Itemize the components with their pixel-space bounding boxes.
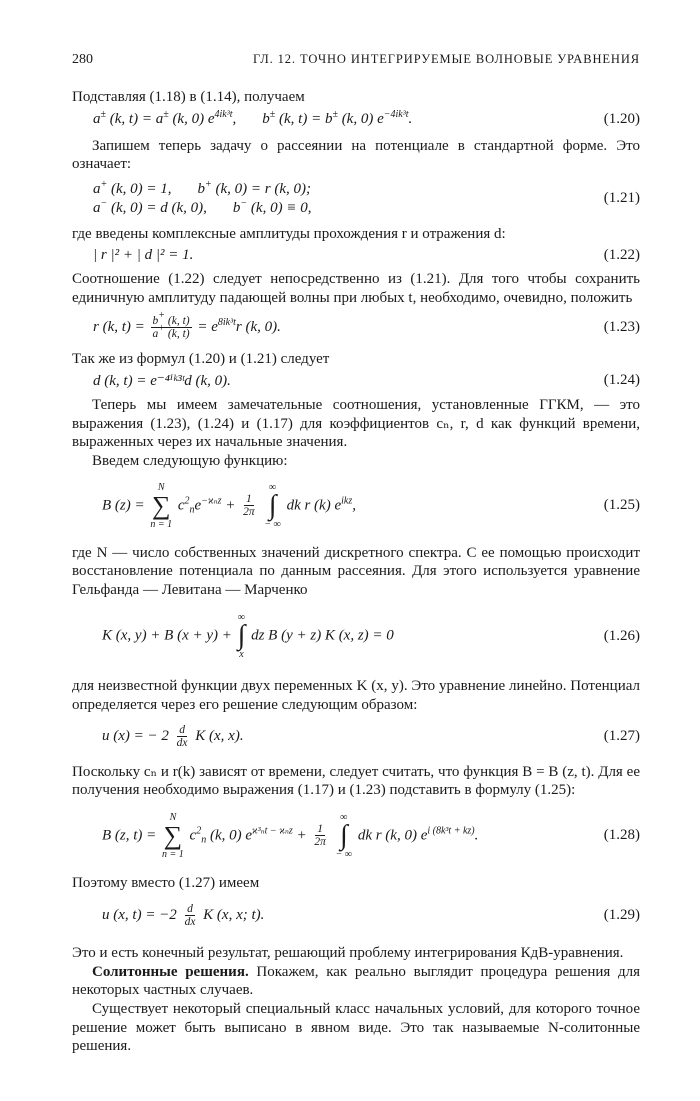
section-heading: Солитонные решения. bbox=[92, 963, 249, 980]
equation-1-25 bbox=[72, 471, 640, 541]
paragraph: Существует некоторый специальный класс начальных условий, для которого точное решение может быть выписано в явном виде. Это так называемые N-солитонные решения. bbox=[72, 1001, 640, 1055]
paragraph: Подставляя (1.18) в (1.14), получаем bbox=[72, 89, 305, 105]
equation-number: (1.21) bbox=[603, 190, 640, 207]
paragraph: Поэтому вместо (1.27) имеем bbox=[72, 874, 260, 891]
equation-number: (1.24) bbox=[603, 371, 640, 388]
equation-1-22 bbox=[72, 243, 640, 267]
equation-1-27 bbox=[72, 715, 640, 759]
equation-1-29 bbox=[72, 892, 640, 938]
equation-body: d (k, t) = e⁻⁴ⁱᵏ³ᵗd (k, 0). bbox=[93, 372, 231, 389]
equation-1-24 bbox=[72, 368, 640, 392]
paragraph: Теперь мы имеем замечательные соотношения, установленные ГГКМ, — это выражения (1.23), (1.24) и (1.17) для коэффициентов cₙ, r, d как функций времени, выраженных через их начальные значения. bbox=[72, 397, 640, 451]
equation-1-20 bbox=[72, 107, 640, 133]
equation-body: B (z) = N ∑ n = 1 $c^2_ne^{-ϰ_nz}$ + $\frac{1}{2\pi}$ ∞ ∫ − ∞ dk r (k) $e^{ikz}$, bbox=[102, 481, 356, 530]
paragraph: Так же из формул (1.20) и (1.21) следует bbox=[72, 350, 330, 367]
paragraph: для неизвестной функции двух переменных K (x, y). Это уравнение линейно. Потенциал определяется через его решение следующим образом: bbox=[72, 678, 640, 713]
paragraph: Соотношение (1.22) следует непосредственно из (1.21). Для того чтобы сохранить единичную амплитуду падающей волны при любых t, необходимо, очевидно, положить bbox=[72, 271, 640, 306]
equation-body: u (x, t) = −2 $\frac{d}{dx}$ K (x, x; t). bbox=[102, 902, 265, 928]
equation-number: (1.28) bbox=[603, 827, 640, 844]
paragraph: Запишем теперь задачу о рассеянии на потенциале в стандартной форме. Это означает: bbox=[72, 137, 640, 173]
equation-number: (1.23) bbox=[603, 319, 640, 336]
equation-number: (1.22) bbox=[603, 246, 640, 263]
equation-body: K (x, y) + B (x + y) + ∞ ∫ x dz B (y + z) K (x, z) = 0 bbox=[102, 612, 394, 661]
page-header bbox=[72, 52, 640, 82]
equation-1-26 bbox=[72, 601, 640, 671]
equation-body: u (x) = − 2 $\frac{d}{dx}$ K (x, x). bbox=[102, 724, 244, 749]
paragraph: Введем следующую функцию: bbox=[92, 452, 288, 469]
book-page bbox=[72, 52, 640, 1056]
equation-body: | r |² + | d |² = 1. bbox=[93, 246, 194, 263]
equation-1-23 bbox=[72, 308, 640, 348]
equation-body: B (z, t) = N ∑ n = 1 $c^2_n$ (k, 0) $e^{ϰ^3_nt - ϰ_nz}$ + $\frac{1}{2\pi}$ ∞ ∫ − ∞ dk r (k, 0) $e^{i (8k^3t + kz)}$. bbox=[102, 811, 479, 860]
equation-number: (1.26) bbox=[603, 627, 640, 644]
paragraph-text: Покажем, как реально выглядит процедура решения для некоторых частных случаев. bbox=[72, 963, 640, 999]
equation-number: (1.27) bbox=[603, 728, 640, 744]
paragraph: где N — число собственных значений дискретного спектра. С ее помощью происходит восстановление потенциала по данным рассеяния. Для этого используется уравнение Гельфанда — Левитана — Марченко bbox=[72, 544, 640, 598]
equation-body: a± (k, t) = a± (k, 0) $e^{4ik^3t}$, b± (k, t) = b± (k, 0) $e^{-4ik^3t}$. bbox=[93, 109, 413, 128]
equation-body: r (k, t) = $\frac{b^+ (k, t)}{a^+ (k, t)}$ = $e^{8ik^3t}r$ (k, 0). bbox=[93, 310, 281, 341]
running-title: ГЛ. 12. ТОЧНО ИНТЕГРИРУЕМЫЕ ВОЛНОВЫЕ УРАВНЕНИЯ bbox=[253, 52, 640, 66]
page-number: 280 bbox=[72, 52, 93, 67]
equation-number: (1.25) bbox=[603, 497, 640, 514]
equation-1-21 bbox=[72, 176, 640, 222]
equation-1-28 bbox=[72, 800, 640, 872]
equation-number: (1.20) bbox=[603, 111, 640, 128]
paragraph bbox=[72, 963, 640, 1000]
equation-body: a+ (k, 0) = 1, b+ (k, 0) = r (k, 0); a− (k, 0) = d (k, 0), b− (k, 0) ≡ 0, bbox=[93, 178, 312, 216]
paragraph: где введены комплексные амплитуды прохождения r и отражения d: bbox=[72, 225, 506, 242]
equation-number: (1.29) bbox=[603, 906, 640, 923]
paragraph: Поскольку cₙ и r(k) зависят от времени, следует считать, что функция B = B (z, t). Для ее получения необходимо выражения (1.17) и (1.23) подставить в формулу (1.25): bbox=[72, 763, 640, 799]
paragraph: Это и есть конечный результат, решающий проблему интегрирования КдВ-уравнения. bbox=[72, 945, 624, 962]
